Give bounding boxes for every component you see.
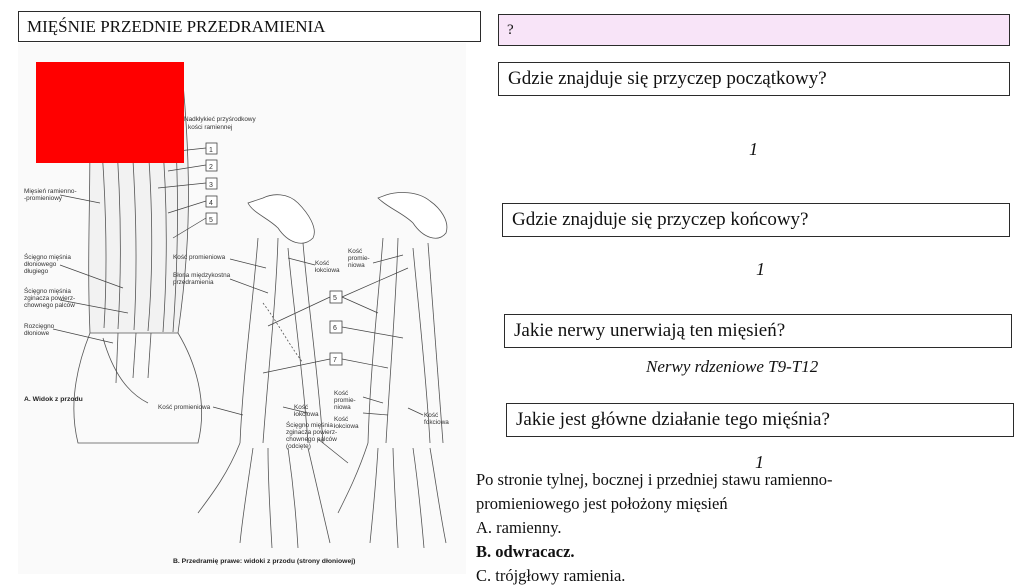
- label-sciegno-b-4: (odcięte): [286, 443, 311, 450]
- label-sciegno-b-2: zginacza powierz-: [286, 429, 338, 436]
- num-5: 5: [209, 217, 213, 224]
- label-kosc-prom-3: promie-: [348, 255, 370, 262]
- label-sciegno-2: dłoniowego: [24, 261, 57, 268]
- label-kosc-prom-4: niowa: [348, 262, 365, 269]
- option-c: C. trójgłowy ramienia.: [476, 566, 626, 585]
- question-marker-box: [498, 14, 1010, 46]
- num-2: 2: [209, 164, 213, 171]
- label-sciegno-6: chownego palców: [24, 302, 75, 309]
- question-origin: [498, 62, 1010, 96]
- slide-title: [18, 11, 481, 42]
- label-nadklykiec: Nadkłykieć przyśrodkowy: [184, 116, 256, 123]
- label-kosc-r3c: niowa: [334, 404, 351, 411]
- answer-origin: 1: [749, 139, 758, 159]
- label-kosc-l3b: łokciowa: [334, 423, 359, 430]
- label-kosc-r3: Kość: [334, 390, 349, 397]
- option-b: B. odwracacz.: [476, 542, 575, 561]
- answer-insertion: 1: [756, 259, 765, 279]
- question-innervation: [504, 314, 1012, 348]
- explanation-line-1: Po stronie tylnej, bocznej i przedniej stawu ramienno-: [476, 470, 833, 489]
- question-action-text: Jakie jest główne działanie tego mięśnia?: [516, 409, 830, 430]
- option-a: A. ramienny.: [476, 518, 562, 537]
- num-7: 7: [333, 357, 337, 364]
- label-sciegno-1: Ścięgno mięśnia: [24, 254, 71, 261]
- label-sciegno-4: Ścięgno mięśnia: [24, 288, 71, 295]
- answer-innervation: Nerwy rdzeniowe T9-T12: [646, 357, 819, 376]
- question-innervation-text: Jakie nerwy unerwiają ten mięsień?: [514, 320, 786, 341]
- label-kosc-lok: Kość: [315, 260, 330, 267]
- label-kosc-r3b: promie-: [334, 397, 356, 404]
- explanation-text: [476, 468, 916, 588]
- question-marker: ?: [507, 21, 514, 38]
- slide-title-text: MIĘŚNIE PRZEDNIE PRZEDRAMIENIA: [27, 16, 326, 36]
- answer-action: 1: [755, 452, 764, 472]
- num-1: 1: [209, 147, 213, 154]
- label-kosc-l3: Kość: [334, 416, 349, 423]
- question-insertion-text: Gdzie znajduje się przyczep końcowy?: [512, 209, 809, 230]
- label-kosc-lok-2: łokciowa: [315, 267, 340, 274]
- num-6: 6: [333, 325, 337, 332]
- label-miesien-2: -promieniowy: [24, 195, 63, 202]
- label-kosc-l4b: fokciowa: [424, 419, 449, 426]
- label-blona-2: przedramienia: [173, 279, 214, 286]
- label-blona-1: Błona międzykostna: [173, 272, 231, 279]
- label-sciegno-5: zginacza powierz-: [24, 295, 76, 302]
- question-origin-text: Gdzie znajduje się przyczep początkowy?: [508, 68, 827, 89]
- caption-a: A. Widok z przodu: [24, 396, 83, 403]
- label-kosc-prom-2: Kość: [348, 248, 363, 255]
- label-kosc-lok-b-2: łokciowa: [294, 411, 319, 418]
- label-sciegno-3: długiego: [24, 268, 49, 275]
- label-rozciegno-2: dłoniowe: [24, 330, 50, 337]
- redaction-block: [36, 62, 184, 163]
- label-kosc-prom: Kość promieniowa: [173, 254, 226, 261]
- label-kosc-prom-b: Kość promieniowa: [158, 404, 211, 411]
- num-4: 4: [209, 200, 213, 207]
- question-insertion: [502, 203, 1010, 237]
- explanation-line-2: promieniowego jest położony mięsień: [476, 494, 728, 513]
- label-nadklykiec-2: kości ramiennej: [188, 124, 233, 131]
- question-action: [506, 403, 1014, 437]
- label-kosc-lok-b: Kość: [294, 404, 309, 411]
- label-sciegno-b-3: chownego palców: [286, 436, 337, 443]
- num-5b: 5: [333, 295, 337, 302]
- caption-b: B. Przedramię prawe: widoki z przodu (strony dłoniowej): [173, 558, 356, 565]
- label-sciegno-b-1: Ścięgno mięśnia: [286, 422, 333, 429]
- num-3: 3: [209, 182, 213, 189]
- label-rozciegno-1: Rozcięgno: [24, 323, 55, 330]
- label-kosc-l4: Kość: [424, 412, 439, 419]
- label-miesien-1: Mięsień ramienno-: [24, 188, 77, 195]
